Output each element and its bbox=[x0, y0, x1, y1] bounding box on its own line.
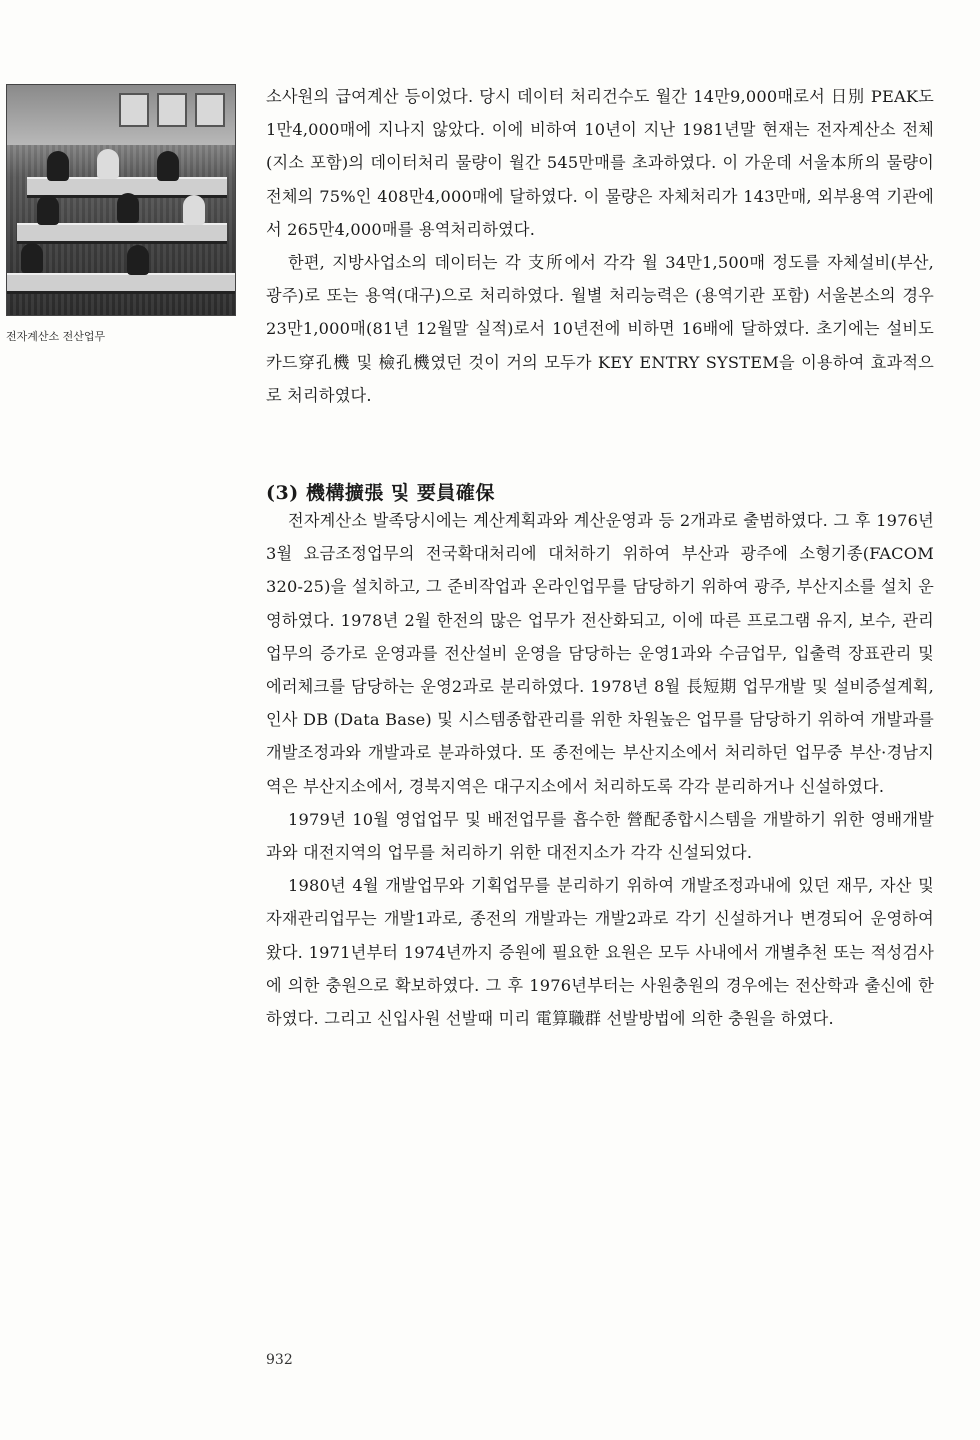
paragraph: 전자계산소 발족당시에는 계산계획과와 계산운영과 등 2개과로 출범하였다. 그 후 1976년 3월 요금조정업무의 전국확대처리에 대처하기 위하여 부산과 광주에 소형기종(FACOM 320-25)을 설치하고, 그 준비작업과 온라인업무를 담당하기 위하여 광주, 부산지소를 설치 운영하였다. 1978년 2월 한전의 많은 업무가 전산화되고, 이에 따른 프로그램 유지, 보수, 관리업무의 증가로 운영과를 전산설비 운영을 담당하는 운영1과와 수금업무, 입출력 장표관리 및 에러체크를 담당하는 운영2과로 분리하였다. 1978년 8월 長短期 업무개발 및 설비증설계획, 인사 DB (Data Base) 및 시스템종합관리를 위한 차원높은 업무를 담당하기 위하여 개발과를 개발조정과와 개발과로 분과하였다. 또 종전에는 부산지소에서 처리하던 업무중 부산·경남지역은 부산지소에서, 경북지역은 대구지소에서 처리하도록 각각 분리하거나 신설하였다. bbox=[266, 511, 934, 796]
body-text-bottom bbox=[266, 504, 934, 1035]
paragraph: 소사원의 급여계산 등이었다. 당시 데이터 처리건수도 월간 14만9,000매로서 日別 PEAK도 1만4,000매에 지나지 않았다. 이에 비하여 10년이 지난 1981년말 현재는 전자계산소 전체(지소 포함)의 데이터처리 물량이 월간 545만매를 초과하였다. 이 가운데 서울本所의 물량이 전체의 75%인 408만4,000매에 달하였다. 이 물량은 자체처리가 143만매, 외부용역 기관에서 265만4,000매를 용역처리하였다. bbox=[266, 87, 934, 239]
photo-person bbox=[37, 195, 59, 225]
photo-person bbox=[157, 151, 179, 181]
photo-person bbox=[127, 245, 149, 275]
photo-desk bbox=[7, 273, 235, 294]
photo-window bbox=[119, 93, 149, 127]
paragraph: 1980년 4월 개발업무와 기획업무를 분리하기 위하여 개발조정과내에 있던 재무, 자산 및 자재관리업무는 개발1과로, 종전의 개발과는 개발2과로 각기 신설하거나 변경되어 운영하여 왔다. 1971년부터 1974년까지 증원에 필요한 요원은 모두 사내에서 개별추천 또는 적성검사에 의한 충원으로 확보하였다. 그 후 1976년부터는 사원충원의 경우에는 전산학과 출신에 한하였다. 그리고 신입사원 선발때 미리 電算職群 선발방법에 의한 충원을 하였다. bbox=[266, 876, 934, 1029]
photo-desk bbox=[17, 223, 227, 244]
photo-person bbox=[21, 243, 43, 273]
photo-window bbox=[195, 93, 225, 127]
paragraph: 1979년 10월 영업업무 및 배전업무를 흡수한 營配종합시스템을 개발하기 위한 영배개발과와 대전지역의 업무를 처리하기 위한 대전지소가 각각 신설되었다. bbox=[266, 809, 934, 863]
page-number: 932 bbox=[266, 1352, 293, 1368]
photo-caption: 전자계산소 전산업무 bbox=[6, 330, 106, 343]
section-heading: (3) 機構擴張 및 要員確保 bbox=[266, 482, 495, 504]
photo-person bbox=[97, 149, 119, 179]
photo-person bbox=[183, 195, 205, 225]
body-text-top bbox=[266, 80, 934, 412]
photo-person bbox=[47, 151, 69, 181]
photo-window bbox=[157, 93, 187, 127]
photo-person bbox=[117, 193, 139, 223]
paragraph: 한편, 지방사업소의 데이터는 각 支所에서 각각 월 34만1,500매 정도를 자체설비(부산, 광주)로 또는 용역(대구)으로 처리하였다. 월별 처리능력은 (용역기관 포함) 서울본소의 경우 23만1,000매(81년 12월말 실적)로서 10년전에 비하면 16배에 달하였다. 초기에는 설비도 카드穿孔機 및 檢孔機였던 것이 거의 모두가 KEY ENTRY SYSTEM을 이용하여 효과적으로 처리하였다. bbox=[266, 253, 934, 405]
office-photo bbox=[6, 84, 236, 316]
